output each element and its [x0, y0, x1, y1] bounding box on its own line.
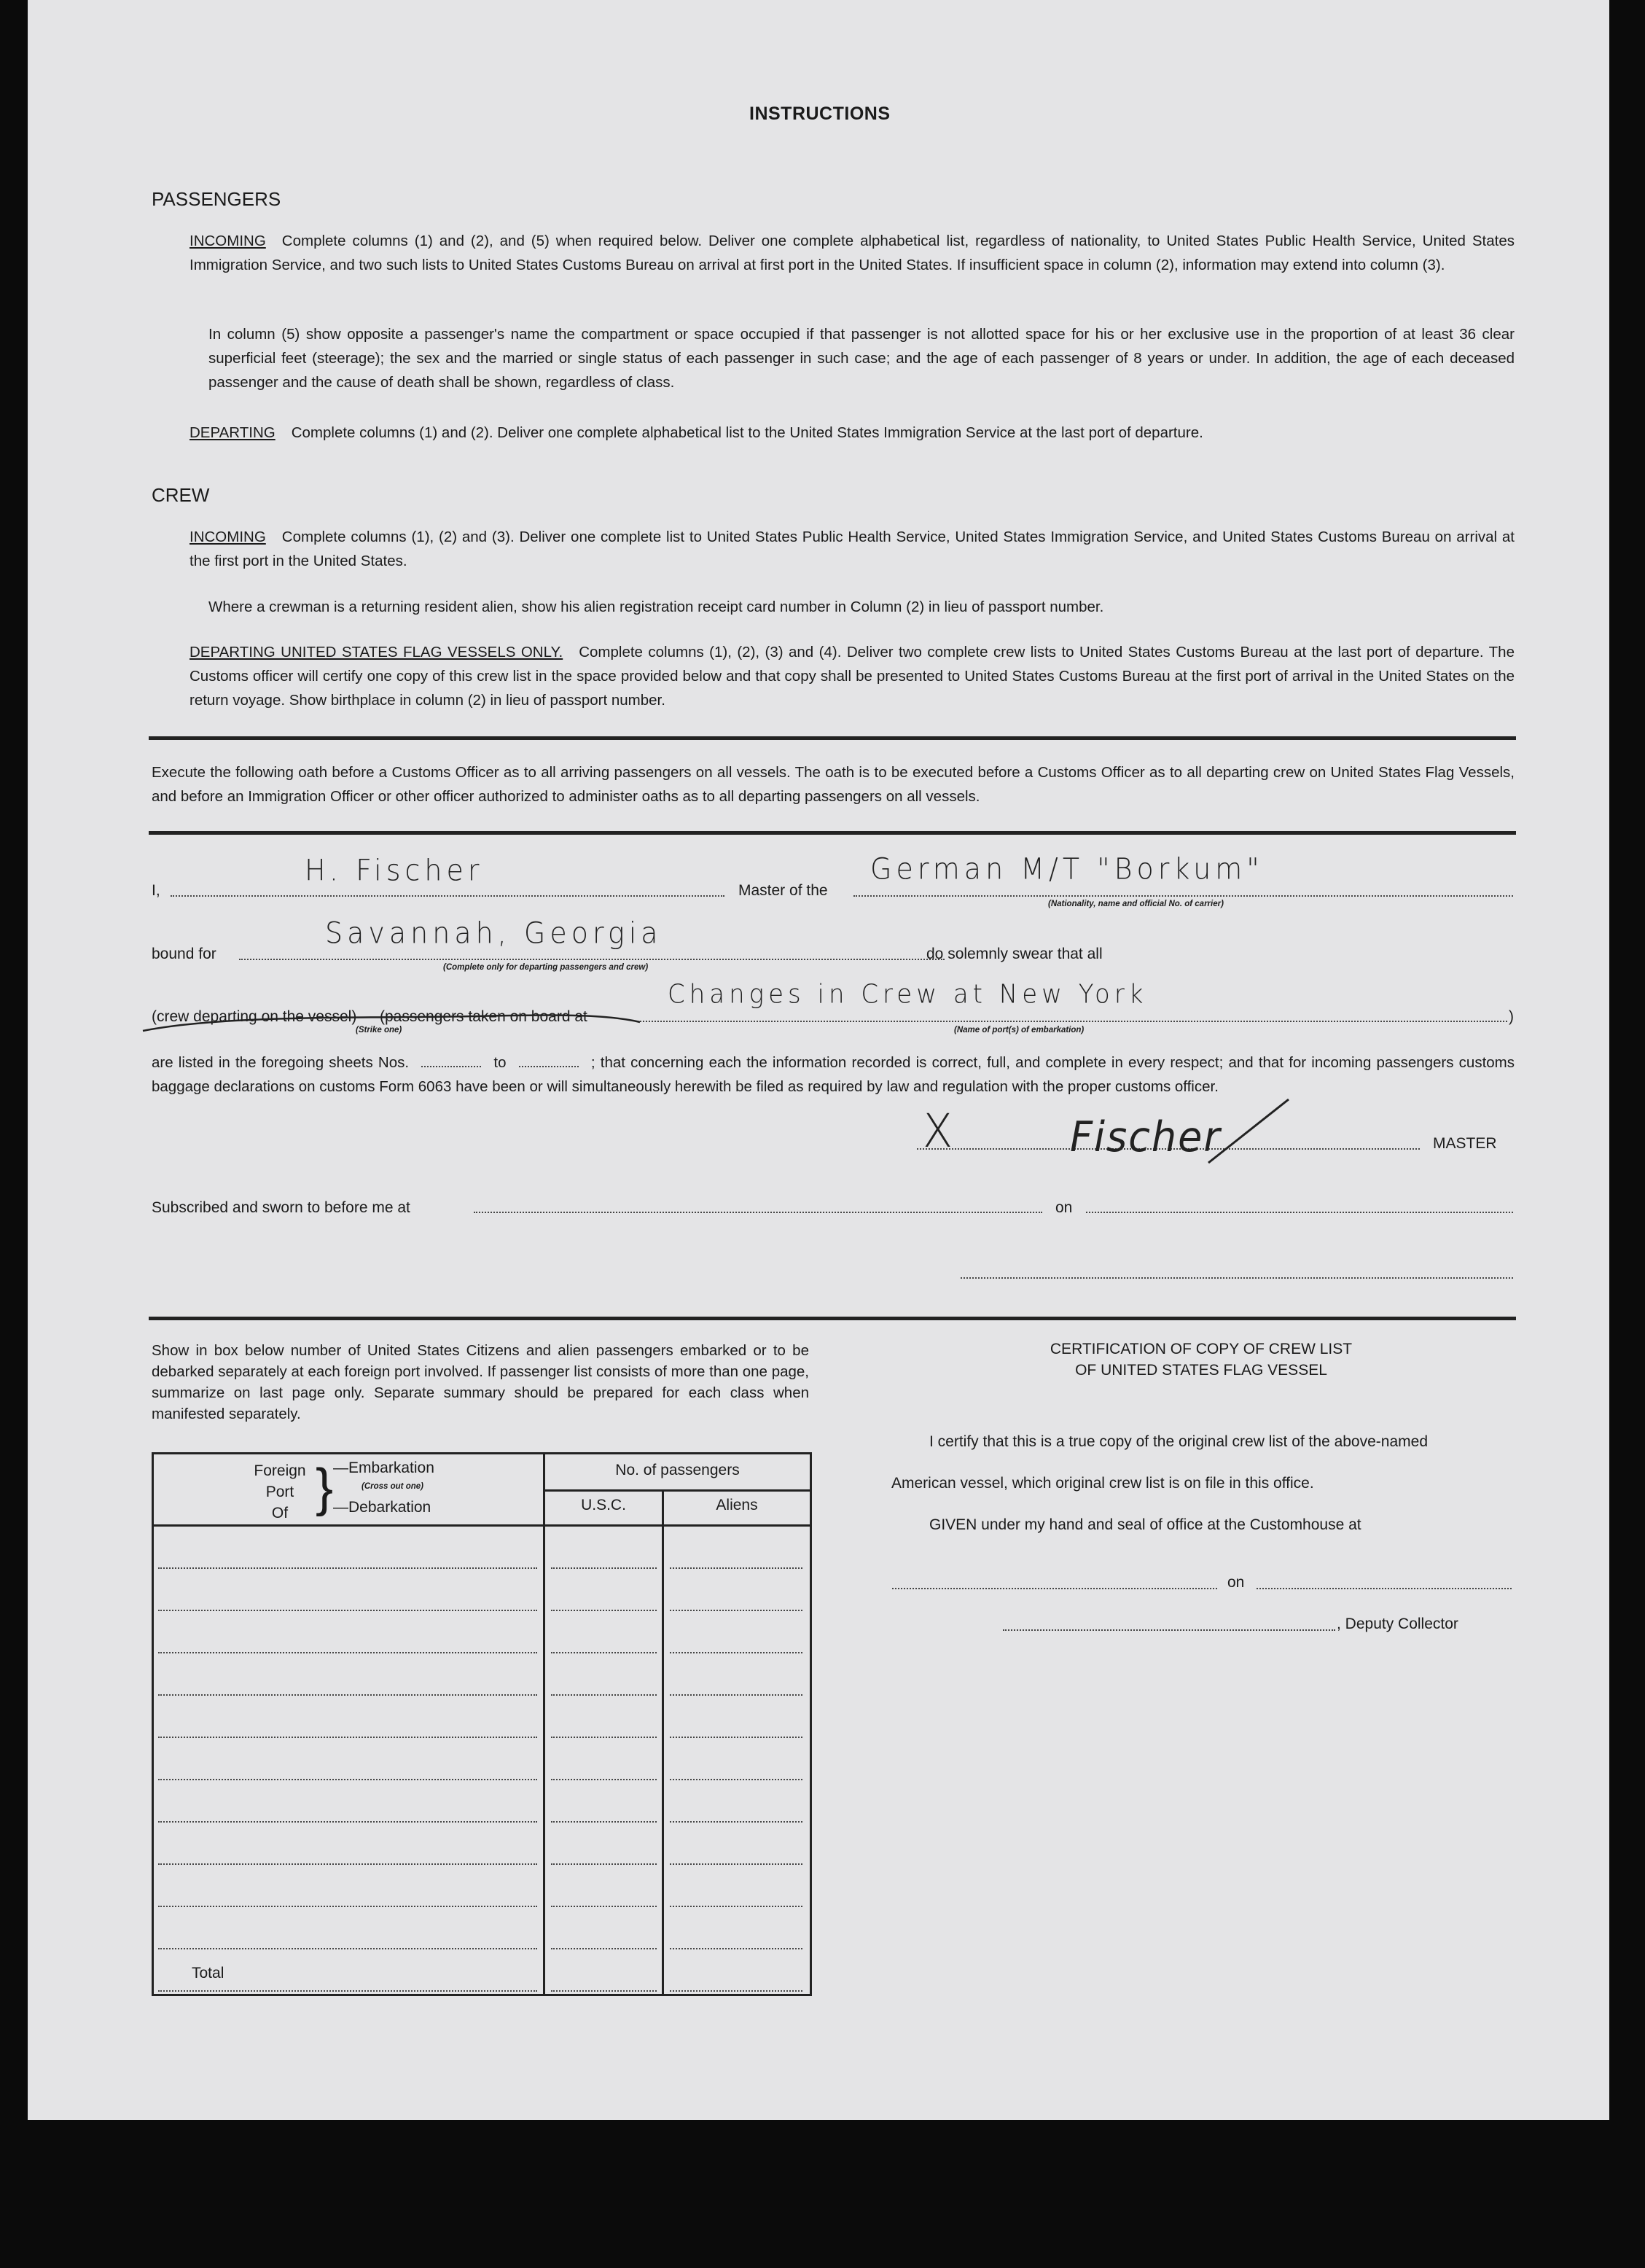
- summary-instructions: Show in box below number of United States Citizens and alien passengers embarked or to be debarked separately at each foreign port involved. If passenger list consists of more than one page, summarize on last page only. Separate summary should be prepared for each class when manifested separately.: [152, 1342, 809, 1422]
- signature-handwritten: Fischer: [1070, 1112, 1222, 1161]
- passengers-column5-paragraph: In column (5) show opposite a passenger's name the compartment or space occupied if that passenger is not allotted space for his or her exclusive use in the proportion of at least 36 clear superficial feet (steerage); the sex and the married or single status of each passenger in such case; and the age of each passenger of 8 years or under. In addition, the age of each deceased passenger and the cause of death shall be shown, regardless of class.: [208, 326, 1515, 391]
- swear-label: do solemnly swear that all: [926, 946, 1103, 962]
- table-row-field[interactable]: [158, 1567, 537, 1569]
- table-row-field[interactable]: [670, 1610, 802, 1611]
- instructions-title: INSTRUCTIONS: [749, 104, 891, 124]
- passengers-departing-text: Complete columns (1) and (2). Deliver one complete alphabetical list to the United States Immigration Service at the last port of departure.: [291, 424, 1203, 441]
- deputy-collector-label: , Deputy Collector: [1337, 1616, 1458, 1632]
- table-row-field[interactable]: [670, 1948, 802, 1949]
- close-paren: ): [1509, 1008, 1514, 1025]
- passengers-option[interactable]: (passengers taken on board at: [380, 1008, 587, 1025]
- passengers-departing-tag: DEPARTING: [189, 424, 276, 441]
- certification-title: [902, 1338, 1500, 1381]
- table-row-field[interactable]: [551, 1863, 657, 1865]
- table-row-field[interactable]: [670, 1821, 802, 1823]
- table-row-field[interactable]: [551, 1652, 657, 1653]
- certification-line-1: I certify that this is a true copy of the original crew list of the above-named: [929, 1433, 1428, 1450]
- table-row-field[interactable]: [551, 1694, 657, 1696]
- certification-title-2: OF UNITED STATES FLAG VESSEL: [1075, 1362, 1327, 1379]
- master-label: MASTER: [1433, 1135, 1497, 1152]
- crew-option[interactable]: (crew departing on the vessel): [152, 1008, 357, 1025]
- table-row-field[interactable]: [670, 1652, 802, 1653]
- table-row-field[interactable]: [158, 1652, 537, 1653]
- form-page: [28, 0, 1609, 2120]
- vessel-hint: (Nationality, name and official No. of carrier): [1048, 900, 1224, 908]
- master-of-label: Master of the: [738, 882, 828, 899]
- certification-on-label: on: [1227, 1574, 1245, 1591]
- col-passengers: No. of passengers: [615, 1462, 740, 1478]
- strike-through-mark: [137, 1000, 647, 1040]
- table-row-field[interactable]: [158, 1610, 537, 1611]
- table-row-field[interactable]: [158, 1990, 537, 1992]
- col-cross-out: (Cross out one): [362, 1482, 423, 1491]
- crew-departing-tag: DEPARTING UNITED STATES FLAG VESSELS ONLY.: [189, 644, 563, 660]
- table-row-field[interactable]: [158, 1863, 537, 1865]
- table-row-field[interactable]: [551, 1948, 657, 1949]
- embark-port-handwritten: Changes in Crew at New York: [668, 979, 1148, 1010]
- certification-date-field[interactable]: [1257, 1588, 1512, 1589]
- certification-line-3: GIVEN under my hand and seal of office at the Customhouse at: [929, 1516, 1361, 1533]
- oath-i-label: I,: [152, 882, 160, 899]
- signature-flourish: [1201, 1094, 1296, 1174]
- passenger-summary-table: [152, 1452, 812, 1996]
- crew-departing-paragraph: [189, 640, 1515, 712]
- sworn-on-label: on: [1055, 1199, 1073, 1216]
- sheet-to-field[interactable]: [519, 1066, 579, 1067]
- table-row-field[interactable]: [670, 1906, 802, 1907]
- listed-paragraph: [152, 1051, 1515, 1099]
- table-row-field[interactable]: [158, 1779, 537, 1780]
- table-row-field[interactable]: [670, 1779, 802, 1780]
- master-name-field[interactable]: [171, 895, 724, 897]
- oath-intro: Execute the following oath before a Customs Officer as to all arriving passengers on all vessels. The oath is to be executed before a Customs Officer as to all departing crew on United States Flag Vessels, and before an Immigration Officer or other officer authorized to administer oaths as to all departing passengers on all vessels.: [152, 764, 1515, 805]
- destination-handwritten: Savannah, Georgia: [325, 916, 663, 951]
- passengers-heading: PASSENGERS: [152, 188, 281, 210]
- table-row-field[interactable]: [670, 1694, 802, 1696]
- sworn-date-field[interactable]: [1086, 1212, 1513, 1213]
- deputy-collector-field[interactable]: [1003, 1629, 1335, 1631]
- embark-hint: (Name of port(s) of embarkation): [954, 1026, 1085, 1034]
- table-row-field[interactable]: [158, 1906, 537, 1907]
- certification-title-1: CERTIFICATION OF COPY OF CREW LIST: [1050, 1341, 1353, 1357]
- col-usc: U.S.C.: [581, 1497, 626, 1513]
- col-foreign-port: Foreign Port Of: [254, 1462, 306, 1521]
- table-row-field[interactable]: [551, 1567, 657, 1569]
- vessel-field[interactable]: [853, 895, 1513, 897]
- embark-port-field[interactable]: [637, 1021, 1507, 1022]
- master-name-handwritten: H. Fischer: [305, 853, 484, 888]
- destination-field[interactable]: [239, 959, 945, 960]
- customhouse-field[interactable]: [892, 1588, 1217, 1589]
- signature-x: X: [923, 1104, 953, 1158]
- table-row-field[interactable]: [551, 1737, 657, 1738]
- to-label: to: [493, 1054, 507, 1071]
- table-row-field[interactable]: [551, 1610, 657, 1611]
- listed-text-1: are listed in the foregoing sheets Nos.: [152, 1054, 410, 1071]
- col-debarkation[interactable]: —Debarkation: [333, 1499, 431, 1516]
- table-row-field[interactable]: [551, 1779, 657, 1780]
- table-row-field[interactable]: [670, 1990, 802, 1992]
- crew-incoming-tag: INCOMING: [189, 529, 266, 545]
- table-row-field[interactable]: [551, 1990, 657, 1992]
- bound-for-label: bound for: [152, 946, 216, 962]
- table-row-field[interactable]: [158, 1821, 537, 1823]
- table-row-field[interactable]: [158, 1737, 537, 1738]
- sheet-from-field[interactable]: [421, 1066, 481, 1067]
- crew-incoming-text: Complete columns (1), (2) and (3). Deliver one complete list to United States Public Health Service, United States Immigration Service, and United States Customs Bureau on arrival at the first port in the United States.: [189, 529, 1515, 569]
- table-row-field[interactable]: [670, 1863, 802, 1865]
- table-row-field[interactable]: [158, 1694, 537, 1696]
- table-row-field[interactable]: [551, 1821, 657, 1823]
- certification-line-2: American vessel, which original crew list is on file in this office.: [891, 1475, 1314, 1492]
- table-row-field[interactable]: [158, 1948, 537, 1949]
- vessel-handwritten: German M/T "Borkum": [870, 852, 1264, 886]
- passengers-incoming-text: Complete columns (1) and (2), and (5) when required below. Deliver one complete alphabetical list, regardless of nationality, to United States Public Health Service, United States Immigration Service, and two such lists to United States Customs Bureau on arrival at first port in the United States. If insufficient space in column (2), information may extend into column (3).: [189, 233, 1515, 273]
- crew-heading: CREW: [152, 484, 210, 506]
- col-aliens: Aliens: [716, 1497, 758, 1513]
- passengers-incoming-tag: INCOMING: [189, 233, 266, 249]
- total-label: Total: [192, 1965, 224, 1981]
- table-row-field[interactable]: [551, 1906, 657, 1907]
- destination-hint: (Complete only for departing passengers and crew): [443, 963, 649, 972]
- brace: }: [316, 1459, 334, 1517]
- crew-incoming-paragraph: [189, 525, 1515, 573]
- strike-hint: (Strike one): [356, 1026, 402, 1034]
- divider: [149, 831, 1516, 835]
- listed-text-2: ; that concerning each the information recorded is correct, full, and complete in every respect; and that for incoming passengers customs baggage declarations on customs Form 6063 have been or will simultaneously herewith be filed as required by law and regulation with the proper customs officer.: [152, 1054, 1515, 1095]
- passengers-incoming-paragraph: [189, 229, 1515, 277]
- crew-resident-paragraph: Where a crewman is a returning resident alien, show his alien registration receipt card number in Column (2) in lieu of passport number.: [208, 599, 1104, 615]
- table-row-field[interactable]: [670, 1567, 802, 1569]
- table-row-field[interactable]: [670, 1737, 802, 1738]
- crew-departing-text: Complete columns (1), (2), (3) and (4). Deliver two complete crew lists to United States Customs Bureau at the last port of departure. The Customs officer will certify one copy of this crew list in the space provided below and that copy shall be presented to United States Customs Bureau at the first port of arrival in the United States on the return voyage. Show birthplace in column (2) in lieu of passport number.: [189, 644, 1515, 709]
- officer-signature-field[interactable]: [961, 1277, 1513, 1279]
- divider: [149, 736, 1516, 740]
- subscribed-label: Subscribed and sworn to before me at: [152, 1199, 410, 1216]
- passengers-departing-paragraph: [189, 421, 1515, 445]
- sworn-place-field[interactable]: [474, 1212, 1042, 1213]
- divider: [149, 1317, 1516, 1320]
- col-embarkation[interactable]: —Embarkation: [333, 1460, 434, 1476]
